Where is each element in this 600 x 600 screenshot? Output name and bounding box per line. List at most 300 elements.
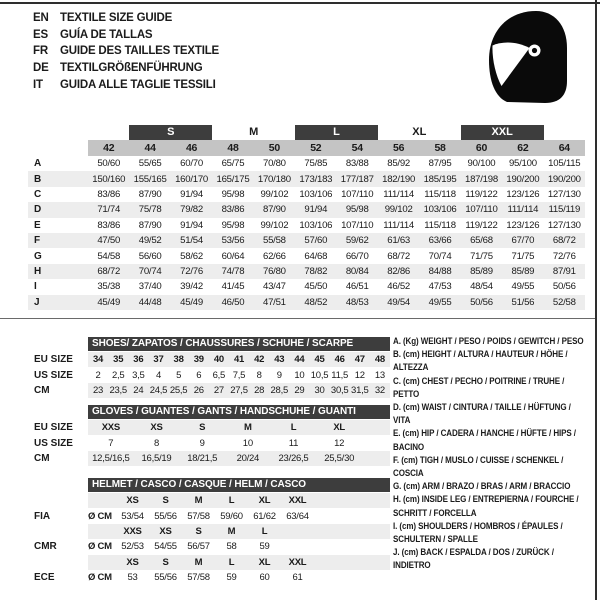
- size-row-g: [28, 248, 585, 263]
- size-value: 66/70: [345, 250, 369, 262]
- size-value: 59/62: [345, 235, 369, 247]
- helmet-value: 59/60: [220, 510, 243, 522]
- helmet-value: 59: [259, 541, 270, 553]
- size-values-wrap: [88, 264, 585, 279]
- shoes-value: 43: [274, 354, 285, 366]
- size-value: 107/110: [465, 204, 498, 216]
- helmet-size: L: [228, 495, 235, 507]
- size-value: 37/40: [138, 281, 162, 293]
- size-value: 50/56: [552, 281, 576, 293]
- size-col-header: 50: [268, 142, 280, 154]
- size-value: 62/66: [262, 250, 286, 262]
- legend-item: I. (cm) SHOULDERS / HOMBROS / ÉPAULES / SCHULTERN / SPALLE: [393, 520, 563, 545]
- size-value: 87/90: [138, 219, 162, 231]
- size-value: 85/89: [470, 265, 493, 277]
- row-label: CM: [34, 452, 50, 464]
- size-value: 87/90: [138, 188, 162, 200]
- gloves-values-wrap: [88, 420, 390, 435]
- size-value: 103/106: [299, 219, 333, 231]
- size-value: 105/115: [548, 158, 581, 170]
- gloves-value: XS: [150, 422, 163, 434]
- legend-item: E. (cm) HIP / CADERA / HANCHE / HÜFTE / HIPS / BACINO: [393, 428, 576, 452]
- shoes-value: 30: [314, 384, 325, 396]
- shoes-value: 25,5: [169, 384, 188, 396]
- row-label: CM: [34, 384, 50, 396]
- helmet-value: 52/53: [121, 541, 144, 553]
- size-value: 47/51: [262, 296, 286, 308]
- row-label: EU SIZE: [34, 354, 73, 366]
- helmet-value: 54/55: [154, 541, 177, 553]
- shoes-row: [28, 383, 390, 398]
- page-border-top: [0, 2, 600, 4]
- size-value: 48/53: [345, 296, 369, 308]
- shoes-value: 24: [133, 384, 144, 396]
- language-code: IT: [33, 78, 43, 91]
- size-value: 185/195: [423, 173, 457, 185]
- gloves-row: [28, 435, 390, 450]
- size-value: 48/52: [304, 296, 328, 308]
- legend-item: B. (cm) HEIGHT / ALTURA / HAUTEUR / HÖHE / ALTEZZA: [393, 349, 568, 373]
- size-value: 45/49: [97, 296, 121, 308]
- gloves-title-row: [28, 404, 390, 420]
- gloves-value: 16,5/19: [141, 452, 172, 464]
- shoes-value: 7,5: [232, 369, 246, 381]
- helmet-size: XXL: [288, 556, 307, 568]
- helmet-size: M: [194, 556, 203, 568]
- helmet-values-row: [28, 539, 390, 554]
- legend-item: J. (cm) BACK / ESPALDA / DOS / ZURÜCK / INDIETRO: [393, 547, 554, 571]
- size-value: 63/66: [428, 235, 452, 247]
- shoes-value: 39: [193, 354, 204, 366]
- size-values-wrap: [88, 187, 585, 202]
- shoes-title: SHOES/ ZAPATOS / CHAUSSURES / SCHUHE / SCARPE: [88, 337, 390, 351]
- language-title: GUÍA DE TALLAS: [60, 28, 153, 41]
- shoes-row: [28, 367, 390, 382]
- size-value: 150/160: [92, 173, 126, 185]
- gloves-value: 12,5/16,5: [92, 452, 130, 464]
- size-value: 83/86: [221, 204, 245, 216]
- gloves-value: XXS: [101, 422, 120, 434]
- size-value: 46/51: [345, 281, 369, 293]
- shoes-value: 6: [196, 369, 202, 381]
- helmet-value: 60: [259, 572, 270, 584]
- shoes-value: 9: [276, 369, 282, 381]
- page-border-right: [595, 0, 597, 600]
- legend-item: C. (cm) CHEST / PECHO / POITRINE / TRUHE / PETTO: [393, 375, 565, 399]
- size-value: 119/122: [465, 219, 498, 231]
- size-value: 99/102: [260, 188, 289, 200]
- helmet-size: XXS: [123, 525, 142, 537]
- standard-name: CMR: [34, 541, 57, 553]
- row-label: C: [34, 188, 42, 200]
- shoes-value: 10,5: [310, 369, 329, 381]
- size-value: 123/126: [506, 219, 540, 231]
- shoes-value: 6,5: [212, 369, 226, 381]
- row-label: EU SIZE: [34, 422, 73, 434]
- size-value: 107/110: [341, 219, 374, 231]
- helmet-size: S: [162, 556, 169, 568]
- shoes-value: 36: [133, 354, 144, 366]
- legend-item: A. (Kg) WEIGHT / PESO / POIDS / GEWITCH / PESO: [393, 336, 584, 346]
- size-value: 65/75: [221, 158, 245, 170]
- size-value: 55/65: [138, 158, 162, 170]
- unit-label: Ø CM: [88, 541, 112, 553]
- size-value: 83/86: [97, 188, 121, 200]
- helmet-value: 53: [127, 572, 138, 584]
- size-value: 58/62: [180, 250, 203, 262]
- helmet-sizes-row: [28, 493, 390, 508]
- helmet-size: XS: [126, 495, 139, 507]
- size-values-wrap: [88, 202, 585, 217]
- shoes-value: 2,5: [111, 369, 125, 381]
- size-value: 187/198: [464, 173, 498, 185]
- language-code: FR: [33, 45, 48, 58]
- shoes-size-table: [28, 336, 390, 398]
- size-value: 87/95: [428, 158, 452, 170]
- size-value: 95/98: [221, 219, 245, 231]
- helmet-values-wrap: [88, 508, 390, 523]
- language-code: ES: [33, 28, 48, 41]
- shoes-value: 34: [93, 354, 104, 366]
- size-value: 155/165: [133, 173, 167, 185]
- language-row: [33, 60, 219, 77]
- gloves-value: S: [199, 422, 206, 434]
- size-value: 84/88: [428, 265, 452, 277]
- shoes-value: 44: [294, 354, 305, 366]
- size-value: 43/47: [262, 281, 286, 293]
- helmet-value: 58: [226, 541, 237, 553]
- size-group-xl: XL: [412, 125, 427, 138]
- helmet-sizes-row: [28, 524, 390, 539]
- size-value: 111/114: [383, 219, 415, 231]
- shoes-value: 31,5: [351, 384, 369, 396]
- size-values-wrap: [88, 279, 585, 294]
- shoes-value: 12: [354, 369, 365, 381]
- language-title-list: [33, 10, 219, 93]
- size-group-xxl: XXL: [461, 125, 544, 140]
- shoes-title-row: [28, 336, 390, 352]
- size-value: 41/45: [221, 281, 245, 293]
- size-value: 87/91: [552, 265, 576, 277]
- size-col-header: 60: [475, 142, 488, 154]
- shoes-value: 38: [173, 354, 184, 366]
- language-code: EN: [33, 12, 49, 25]
- size-value: 70/74: [138, 265, 162, 277]
- gloves-value: 12: [334, 437, 345, 449]
- size-group-l: L: [295, 125, 378, 140]
- language-title: TEXTILE SIZE GUIDE: [60, 12, 173, 25]
- size-value: 177/187: [340, 173, 374, 185]
- size-value: 49/55: [428, 296, 452, 308]
- size-value: 95/100: [508, 158, 537, 170]
- shoes-value: 46: [334, 354, 345, 366]
- size-value: 85/92: [387, 158, 410, 170]
- size-value: 35/38: [97, 281, 121, 293]
- row-label: B: [34, 173, 42, 185]
- size-value: 127/130: [547, 188, 581, 200]
- size-value: 61/63: [387, 235, 410, 247]
- size-value: 79/82: [180, 204, 203, 216]
- size-value: 44/48: [138, 296, 162, 308]
- size-value: 127/130: [547, 219, 581, 231]
- size-value: 52/58: [552, 296, 576, 308]
- row-label: J: [34, 296, 40, 308]
- size-value: 68/72: [97, 265, 121, 277]
- size-value: 65/68: [470, 235, 493, 247]
- size-value: 165/175: [216, 173, 250, 185]
- size-value: 91/94: [180, 188, 203, 200]
- helmet-value: 56/57: [187, 541, 210, 553]
- helmet-title: HELMET / CASCO / CASQUE / HELM / CASCO: [88, 478, 390, 492]
- size-col-header: 56: [393, 142, 405, 154]
- size-col-header: 52: [310, 142, 322, 154]
- helmet-values-wrap: [88, 570, 390, 585]
- language-title: TEXTILGRÖßENFÜHRUNG: [60, 62, 203, 75]
- size-value: 123/126: [506, 188, 540, 200]
- gloves-value: 8: [153, 437, 160, 449]
- size-value: 74/78: [221, 265, 245, 277]
- helmet-values-row: [28, 508, 390, 523]
- shoes-values-wrap: [88, 367, 390, 382]
- size-group-m: M: [249, 125, 259, 138]
- size-row-j: [28, 295, 585, 310]
- helmet-value: 55/56: [154, 572, 177, 584]
- shoes-value: 4: [155, 369, 161, 381]
- standard-name: FIA: [34, 510, 51, 522]
- row-label: US SIZE: [34, 437, 73, 449]
- measurement-legend: [393, 335, 590, 573]
- helmet-values-row: [28, 570, 390, 585]
- gloves-value: 11: [288, 437, 299, 449]
- size-value: 72/76: [180, 265, 203, 277]
- row-label: A: [34, 158, 42, 170]
- legend-item: D. (cm) WAIST / CINTURA / TAILLE / HÜFTUNG / VITA: [393, 402, 571, 426]
- gloves-row: [28, 420, 390, 435]
- gloves-value: 20/24: [236, 452, 260, 464]
- size-value: 56/60: [138, 250, 162, 262]
- shoes-value: 40: [213, 354, 224, 366]
- size-value: 95/98: [221, 188, 245, 200]
- helmet-size: XL: [258, 495, 271, 507]
- row-label: D: [34, 204, 42, 216]
- legend-item: G. (cm) ARM / BRAZO / BRAS / ARM / BRACCIO: [393, 481, 571, 492]
- legend-item: F. (cm) TIGH / MUSLO / CUISSE / SCHENKEL / COSCIA: [393, 454, 564, 479]
- helmet-size: M: [227, 525, 236, 537]
- helmet-size: XXL: [288, 495, 307, 507]
- helmet-size: XS: [126, 556, 139, 568]
- size-value: 49/54: [387, 296, 410, 308]
- size-value: 72/76: [552, 250, 576, 262]
- shoes-value: 45: [314, 354, 325, 366]
- size-values-wrap: [88, 295, 585, 310]
- shoes-value: 23,5: [109, 384, 127, 396]
- size-values-wrap: [88, 248, 585, 263]
- row-label: US SIZE: [34, 369, 73, 381]
- size-col-header: 46: [185, 142, 198, 154]
- size-col-header: 44: [144, 142, 156, 154]
- helmet-value: 55/56: [154, 510, 177, 522]
- size-value: 90/100: [467, 158, 496, 170]
- shoes-value: 35: [113, 354, 124, 366]
- size-number-wrap: [88, 140, 585, 156]
- size-value: 82/86: [387, 265, 410, 277]
- shoes-value: 28,5: [270, 384, 288, 396]
- size-value: 107/110: [341, 188, 374, 200]
- gloves-value: 23/26,5: [278, 452, 309, 464]
- size-value: 190/200: [506, 173, 540, 185]
- size-row-e: [28, 218, 585, 233]
- helmet-size: M: [194, 495, 203, 507]
- helmet-sizes-wrap: [88, 493, 390, 508]
- size-value: 64/68: [304, 250, 328, 262]
- size-value: 70/80: [262, 158, 286, 170]
- size-col-header: 58: [434, 142, 446, 154]
- gloves-value: 25,5/30: [324, 452, 355, 464]
- size-value: 57/60: [304, 235, 328, 247]
- gloves-values-wrap: [88, 435, 390, 450]
- shoes-value: 48: [374, 354, 385, 366]
- helmet-values-wrap: [88, 539, 390, 554]
- size-value: 75/85: [304, 158, 328, 170]
- size-value: 83/88: [345, 158, 369, 170]
- size-number-row: [28, 140, 585, 156]
- standard-name: ECE: [34, 572, 55, 584]
- size-values-wrap: [88, 233, 585, 248]
- helmet-size: XL: [258, 556, 271, 568]
- size-value: 53/56: [221, 235, 245, 247]
- shoes-value: 3,5: [132, 369, 145, 381]
- size-value: 68/72: [552, 235, 576, 247]
- gloves-value: XL: [333, 422, 345, 434]
- shoes-value: 8: [256, 369, 262, 381]
- size-value: 91/94: [180, 219, 203, 231]
- shoes-value: 11,5: [331, 369, 349, 381]
- size-value: 111/114: [507, 204, 539, 216]
- size-value: 76/80: [262, 265, 286, 277]
- shoes-value: 27: [213, 384, 224, 396]
- row-label: G: [34, 250, 42, 262]
- size-value: 50/56: [470, 296, 493, 308]
- helmet-size: L: [228, 556, 235, 568]
- gloves-size-table: [28, 404, 390, 466]
- shoes-value: 28: [254, 384, 265, 396]
- size-value: 45/49: [180, 296, 203, 308]
- size-value: 48/54: [470, 281, 493, 293]
- language-title: GUIDE DES TAILLES TEXTILE: [60, 45, 219, 58]
- size-row-a: [28, 156, 585, 171]
- section-divider-line: [0, 318, 595, 319]
- size-value: 71/75: [470, 250, 493, 262]
- size-value: 60/64: [221, 250, 245, 262]
- language-row: [33, 76, 219, 93]
- size-values-wrap: [88, 171, 585, 186]
- size-group-wrap: [88, 124, 585, 140]
- gloves-value: L: [290, 422, 297, 434]
- size-value: 91/94: [304, 204, 328, 216]
- size-col-header: 54: [351, 142, 363, 154]
- gloves-row: [28, 451, 390, 466]
- shoes-value: 27,5: [230, 384, 248, 396]
- helmet-value: 61/62: [253, 510, 276, 522]
- size-row-d: [28, 202, 585, 217]
- shoes-value: 41: [233, 354, 245, 366]
- size-value: 75/78: [138, 204, 162, 216]
- size-value: 71/75: [511, 250, 535, 262]
- size-value: 87/90: [262, 204, 286, 216]
- size-value: 46/50: [221, 296, 245, 308]
- gloves-value: M: [243, 422, 252, 434]
- helmet-sizes-wrap: [88, 555, 390, 570]
- size-row-f: [28, 233, 585, 248]
- helmet-value: 59: [226, 572, 237, 584]
- shoes-value: 26: [193, 384, 204, 396]
- shoes-value: 30,5: [330, 384, 349, 396]
- size-value: 50/60: [97, 158, 121, 170]
- size-value: 115/118: [424, 219, 456, 231]
- size-value: 103/106: [423, 204, 457, 216]
- shoes-value: 24,5: [149, 384, 168, 396]
- helmet-sizes-row: [28, 555, 390, 570]
- helmet-size-table: [28, 477, 390, 585]
- helmet-value: 61: [292, 572, 303, 584]
- size-value: 170/180: [257, 173, 291, 185]
- shoes-values-wrap: [88, 383, 390, 398]
- helmet-size: S: [162, 495, 169, 507]
- shoes-value: 47: [354, 354, 365, 366]
- language-row: [33, 10, 219, 27]
- shoes-values-wrap: [88, 352, 390, 367]
- size-value: 47/53: [428, 281, 452, 293]
- helmet-size: L: [261, 525, 268, 537]
- size-value: 80/84: [345, 265, 369, 277]
- row-label: I: [34, 281, 37, 293]
- size-value: 60/70: [180, 158, 203, 170]
- gloves-title: GLOVES / GUANTES / GANTS / HANDSCHUHE / GUANTI: [88, 405, 390, 419]
- shoes-value: 10: [294, 369, 305, 381]
- size-value: 54/58: [97, 250, 121, 262]
- size-value: 119/122: [465, 188, 498, 200]
- gloves-value: 7: [108, 437, 114, 449]
- legend-item: H. (cm) INSIDE LEG / ENTREPIERNA / FOURCHE / SCHRITT / FORCELLA: [393, 494, 579, 518]
- size-value: 49/52: [138, 235, 162, 247]
- size-value: 49/55: [511, 281, 535, 293]
- size-value: 51/56: [511, 296, 535, 308]
- size-value: 85/89: [511, 265, 535, 277]
- size-value: 68/72: [387, 250, 410, 262]
- textile-size-table: [28, 124, 585, 310]
- shoes-value: 2: [95, 369, 101, 381]
- row-label: E: [34, 219, 41, 231]
- unit-label: Ø CM: [88, 510, 112, 522]
- size-value: 39/42: [180, 281, 203, 293]
- size-row-b: [28, 171, 585, 186]
- size-value: 160/170: [175, 173, 208, 185]
- shoes-value: 29: [294, 384, 305, 396]
- size-row-i: [28, 279, 585, 294]
- language-title: GUIDA ALLE TAGLIE TESSILI: [60, 78, 216, 91]
- helmet-size: XS: [159, 525, 172, 537]
- helmet-sizes-wrap: [88, 524, 390, 539]
- size-value: 115/118: [424, 188, 456, 200]
- row-label: F: [34, 235, 41, 247]
- size-row-c: [28, 187, 585, 202]
- shoes-row: [28, 352, 390, 367]
- language-row: [33, 43, 219, 60]
- shoes-value: 13: [374, 369, 385, 381]
- size-col-header: 48: [227, 142, 239, 154]
- size-row-h: [28, 264, 585, 279]
- shoes-value: 42: [254, 354, 265, 366]
